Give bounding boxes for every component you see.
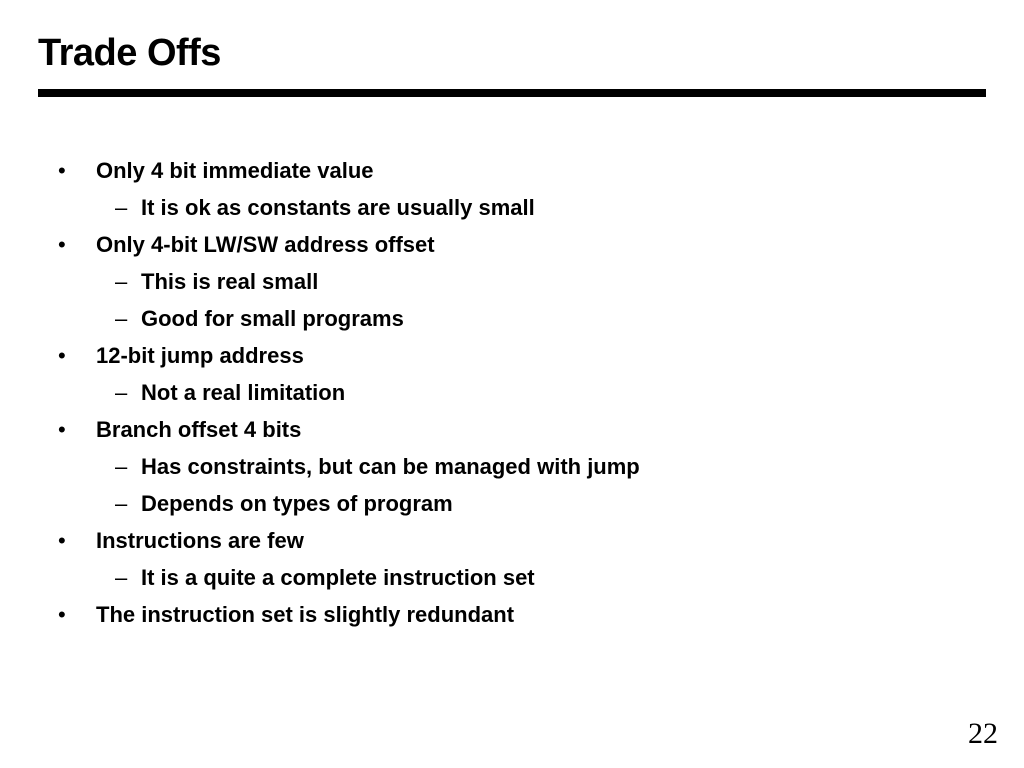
bullet-item bbox=[0, 152, 1024, 189]
dash-marker: – bbox=[115, 454, 128, 479]
bullet-marker: • bbox=[58, 602, 66, 627]
sub-bullet-item bbox=[0, 485, 1024, 522]
dash-marker: – bbox=[115, 565, 128, 590]
bullet-marker: • bbox=[58, 417, 66, 442]
sub-bullet-item bbox=[0, 448, 1024, 485]
sub-bullet-item bbox=[0, 559, 1024, 596]
bullet-item bbox=[0, 596, 1024, 633]
bullet-text: Only 4-bit LW/SW address offset bbox=[96, 232, 435, 257]
sub-bullet-text: It is a quite a complete instruction set bbox=[141, 565, 535, 590]
page-number: 22 bbox=[968, 717, 998, 750]
sub-bullet-text: Good for small programs bbox=[141, 306, 404, 331]
bullet-item bbox=[0, 522, 1024, 559]
sub-bullet-text: Not a real limitation bbox=[141, 380, 346, 405]
bullet-text: Instructions are few bbox=[96, 528, 304, 553]
dash-marker: – bbox=[115, 491, 128, 516]
sub-bullet-text: This is real small bbox=[141, 269, 319, 294]
title-underline-rule bbox=[38, 89, 986, 97]
bullet-marker: • bbox=[58, 158, 66, 183]
bullet-marker: • bbox=[58, 232, 66, 257]
sub-bullet-item bbox=[0, 374, 1024, 411]
dash-marker: – bbox=[115, 306, 128, 331]
sub-bullet-text: Has constraints, but can be managed with jump bbox=[141, 454, 640, 479]
sub-bullet-text: Depends on types of program bbox=[141, 491, 453, 516]
bullet-item bbox=[0, 411, 1024, 448]
bullet-marker: • bbox=[58, 343, 66, 368]
sub-bullet-text: It is ok as constants are usually small bbox=[141, 195, 535, 220]
bullet-text: The instruction set is slightly redundant bbox=[96, 602, 515, 627]
dash-marker: – bbox=[115, 195, 128, 220]
bullet-item bbox=[0, 337, 1024, 374]
bullet-list bbox=[0, 152, 1024, 633]
sub-bullet-item bbox=[0, 189, 1024, 226]
bullet-item bbox=[0, 226, 1024, 263]
bullet-text: Branch offset 4 bits bbox=[96, 417, 302, 442]
dash-marker: – bbox=[115, 269, 128, 294]
bullet-text: 12-bit jump address bbox=[96, 343, 304, 368]
bullet-marker: • bbox=[58, 528, 66, 553]
slide-title: Trade Offs bbox=[38, 32, 221, 74]
sub-bullet-item bbox=[0, 263, 1024, 300]
sub-bullet-item bbox=[0, 300, 1024, 337]
bullet-text: Only 4 bit immediate value bbox=[96, 158, 374, 183]
dash-marker: – bbox=[115, 380, 128, 405]
